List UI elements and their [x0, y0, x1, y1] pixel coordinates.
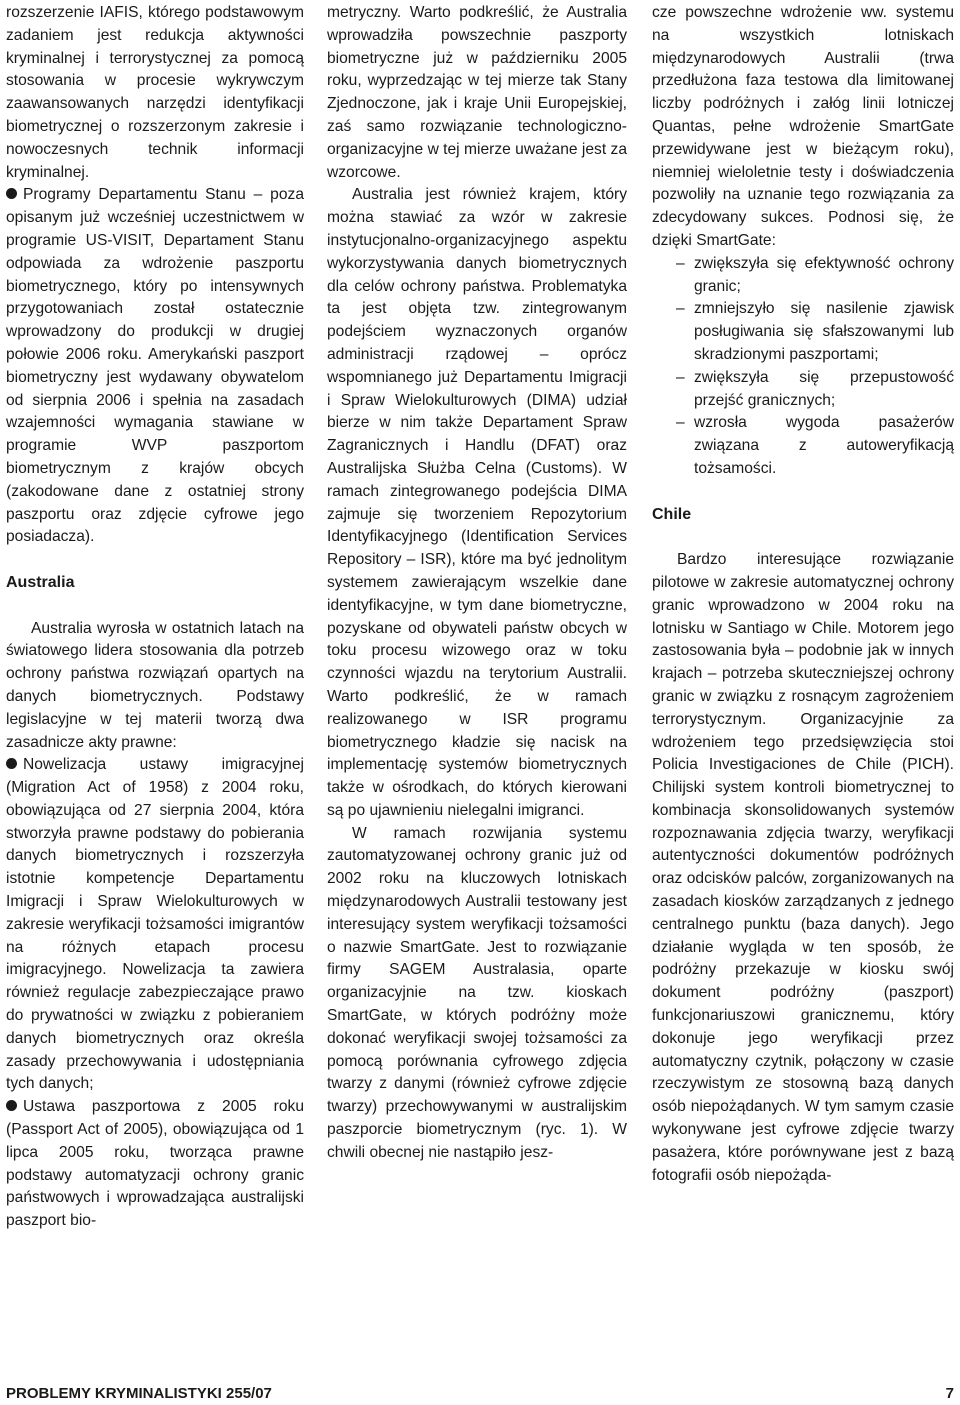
- section-heading-australia: Australia: [6, 573, 75, 591]
- journal-title: PROBLEMY KRYMINALISTYKI 255/07: [6, 1385, 272, 1402]
- page-footer: [6, 1385, 954, 1405]
- bullet-state-department: [6, 184, 304, 549]
- list-item: – wzrosła wygoda pasażerów związana z autoweryfikacją tożsamości.: [652, 412, 954, 480]
- list-item: – zmniejszyło się nasilenie zjawisk posługiwania się sfałszowanymi lub skradzionymi paszportami;: [652, 298, 954, 366]
- bullet-dot-icon: [6, 758, 17, 769]
- list-item: – zwiększyła się przepustowość przejść granicznych;: [652, 367, 954, 413]
- bullet-passport-act: [6, 1096, 304, 1233]
- paragraph-passport-continuation: metryczny. Warto podkreślić, że Australia wprowadziła powszechnie paszporty biometryczne już w październiku 2005 roku, wyprzedzając w tej mierze tak Stany Zjednoczone, jak i kraje Unii Europejskiej, zaś samo rozwiązanie technologiczno-organizacyjne w tej mierze uważane jest za wzorcowe.: [327, 4, 627, 181]
- smartgate-benefits-list: [652, 253, 954, 481]
- bullet-dot-icon: [6, 188, 17, 199]
- list-item: – zwiększyła się efektywność ochrony granic;: [652, 253, 954, 299]
- paragraph-smartgate: W ramach rozwijania systemu zautomatyzowanej ochrony granic już od 2002 roku na kluczowych lotniskach międzynarodowych Australii testowany jest interesujący system weryfikacji tożsamości o nazwie SmartGate. Jest to rozwiązanie firmy SAGEM Australasia, oparte organizacyjnie na tzw. kioskach SmartGate, w których podróżny może dokonać weryfikacji swojej tożsamości za pomocą porównania cyfrowego zdjęcia twarzy z danymi (również cyfrowe zdjęcie twarzy) przechowywanymi w australijskim paszporcie biometrycznym (ryc. 1). W chwili obecnej nie nastąpiło jesz-: [327, 824, 627, 1161]
- bullet-dot-icon: [6, 1100, 17, 1111]
- column-2: [327, 2, 627, 1165]
- bullet-passport-act-text: Ustawa paszportowa z 2005 roku (Passport Act of 2005), obowiązująca od 1 lipca 2005 roku, tworząca prawne podstawy automatyzacji ochrony granic państwowych i wprowadzająca australijski paszport bio-: [6, 1098, 304, 1230]
- bullet-migration-act-text: Nowelizacja ustawy imigracyjnej (Migration Act of 1958) z 2004 roku, obowiązująca od 27 sierpnia 2004, która stworzyła prawne podstawy do pobierania danych biometrycznych i rozszerzyła istotnie kompetencje Departamentu Imigracji i Spraw Wielokulturowych w zakresie weryfikacji tożsamości imigrantów na różnych etapach procesu imigracyjnego. Nowelizacja ta zawiera również regulacje zabezpieczające prawo do prywatności w związku z pobieraniem danych biometrycznych oraz określa zasady przechowywania i udostępniania tych danych;: [6, 756, 304, 1093]
- bullet-migration-act: [6, 754, 304, 1096]
- paragraph-smartgate-continuation: cze powszechne wdrożenie ww. systemu na wszystkich lotniskach międzynarodowych Australii (trwa przedłużona faza testowa dla limitowanej liczby podróżnych i załóg linii lotniczej Quantas, pełne wdrożenie SmartGate przewidywane jest w bieżącym roku), niemniej wieloletnie testy i doświadczenia pozwoliły na uznanie tego rozwiązania za zdecydowany sukces. Podnosi się, że dzięki SmartGate:: [652, 4, 954, 249]
- paragraph-institutional-model: Australia jest również krajem, który można stawiać za wzór w zakresie instytucjonalno-organizacyjnego aspektu wykorzystywania danych biometrycznych dla celów ochrony państwa. Problematyka ta jest objęta tzw. zintegrowanym podejściem wyznaczonych organów administracji rządowej – oprócz wspomnianego już Departamentu Imigracji i Spraw Wielokulturowych (DIMA) udział bierze w nim także Departament Spraw Zagranicznych i Handlu (DFAT) oraz Australijska Służba Celna (Customs). W ramach zintegrowanego podejścia DIMA zajmuje się tworzeniem Repozytorium Identyfikacyjnego (Identification Services Repository – ISR), które ma być jednolitym systemem zawierającym wszelkie dane identyfikacyjne, w tym dane biometryczne, pozyskane od obywateli państw obcych w toku procesu wizowego oraz w toku czynności wjazdu na terytorium Australii. Warto podkreślić, że w ramach realizowanego w ISR programu biometrycznego kładzie się nacisk na implementację systemów biometrycznych także w ośrodkach, do których kierowani są po ujawnieniu nielegalni imigranci.: [327, 186, 627, 819]
- page-number: 7: [945, 1385, 954, 1402]
- column-3: [652, 2, 954, 1187]
- paragraph-australia-intro: Australia wyrosła w ostatnich latach na światowego lidera stosowania dla potrzeb ochrony państwa rozwiązań opartych na danych biometrycznych. Podstawy legislacyjne w tej materii tworzą dwa zasadnicze akty prawne:: [6, 619, 304, 751]
- paragraph-chile: Bardzo interesujące rozwiązanie pilotowe w zakresie automatycznej ochrony granic wprowadzono w 2004 roku na lotnisku w Santiago w Chile. Motorem jego zastosowania była – podobnie jak w innych krajach – potrzeba skuteczniejszej ochrony granic w związku z rosnącym zagrożeniem terrorystycznym. Organizacyjnie za wdrożeniem tego przedsięwzięcia stoi Policia Investigaciones de Chile (PICH). Chilijski system kontroli biometrycznej to kombinacja skonsolidowanych systemów rozpoznawania zdjęcia twarzy, weryfikacji autentyczności dokumentów podróżnych oraz odcisków palców, zorganizowanych na zasadach kiosków zarządzanych z jednego centralnego punktu (baza danych). Jego działanie wygląda w ten sposób, że podróżny przekazuje w kiosku swój dokument podróżny (paszport) funkcjonariuszowi granicznemu, który dokonuje jego weryfikacji przez automatyczny czytnik, połączony w czasie rzeczywistym ze stosowną bazą danych osób niepożądanych. W tym samym czasie wykonywane jest cyfrowe zdjęcie twarzy pasażera, które porównywane jest z bazą fotografii osób niepożąda-: [652, 551, 954, 1184]
- paragraph-intro-continuation: rozszerzenie IAFIS, którego podstawowym zadaniem jest redukcja aktywności kryminalnej i terrorystycznej za pomocą stosowania w procesie wykrywczym zaawansowanych narzędzi identyfikacji biometrycznej o rozszerzonym zakresie i nowoczesnych technik informacji kryminalnej.: [6, 4, 304, 181]
- column-1: [6, 2, 304, 1233]
- section-heading-chile: Chile: [652, 505, 692, 523]
- bullet-state-department-text: Programy Departamentu Stanu – poza opisanym już wcześniej uczestnictwem w programie US-VISIT, Departament Stanu odpowiada za wdrożenie paszportu biometrycznego, który po intensywnych przygotowaniach został ostatecznie wprowadzony do produkcji w drugiej połowie 2006 roku. Amerykański paszport biometryczny jest wydawany obywatelom od sierpnia 2006 i spełnia na zasadach wzajemności wymagania stawiane w programie WVP paszportom biometrycznym z krajów obcych (zakodowane dane z ostatniej strony paszportu oraz zdjęcie cyfrowe jego posiadacza).: [6, 186, 304, 546]
